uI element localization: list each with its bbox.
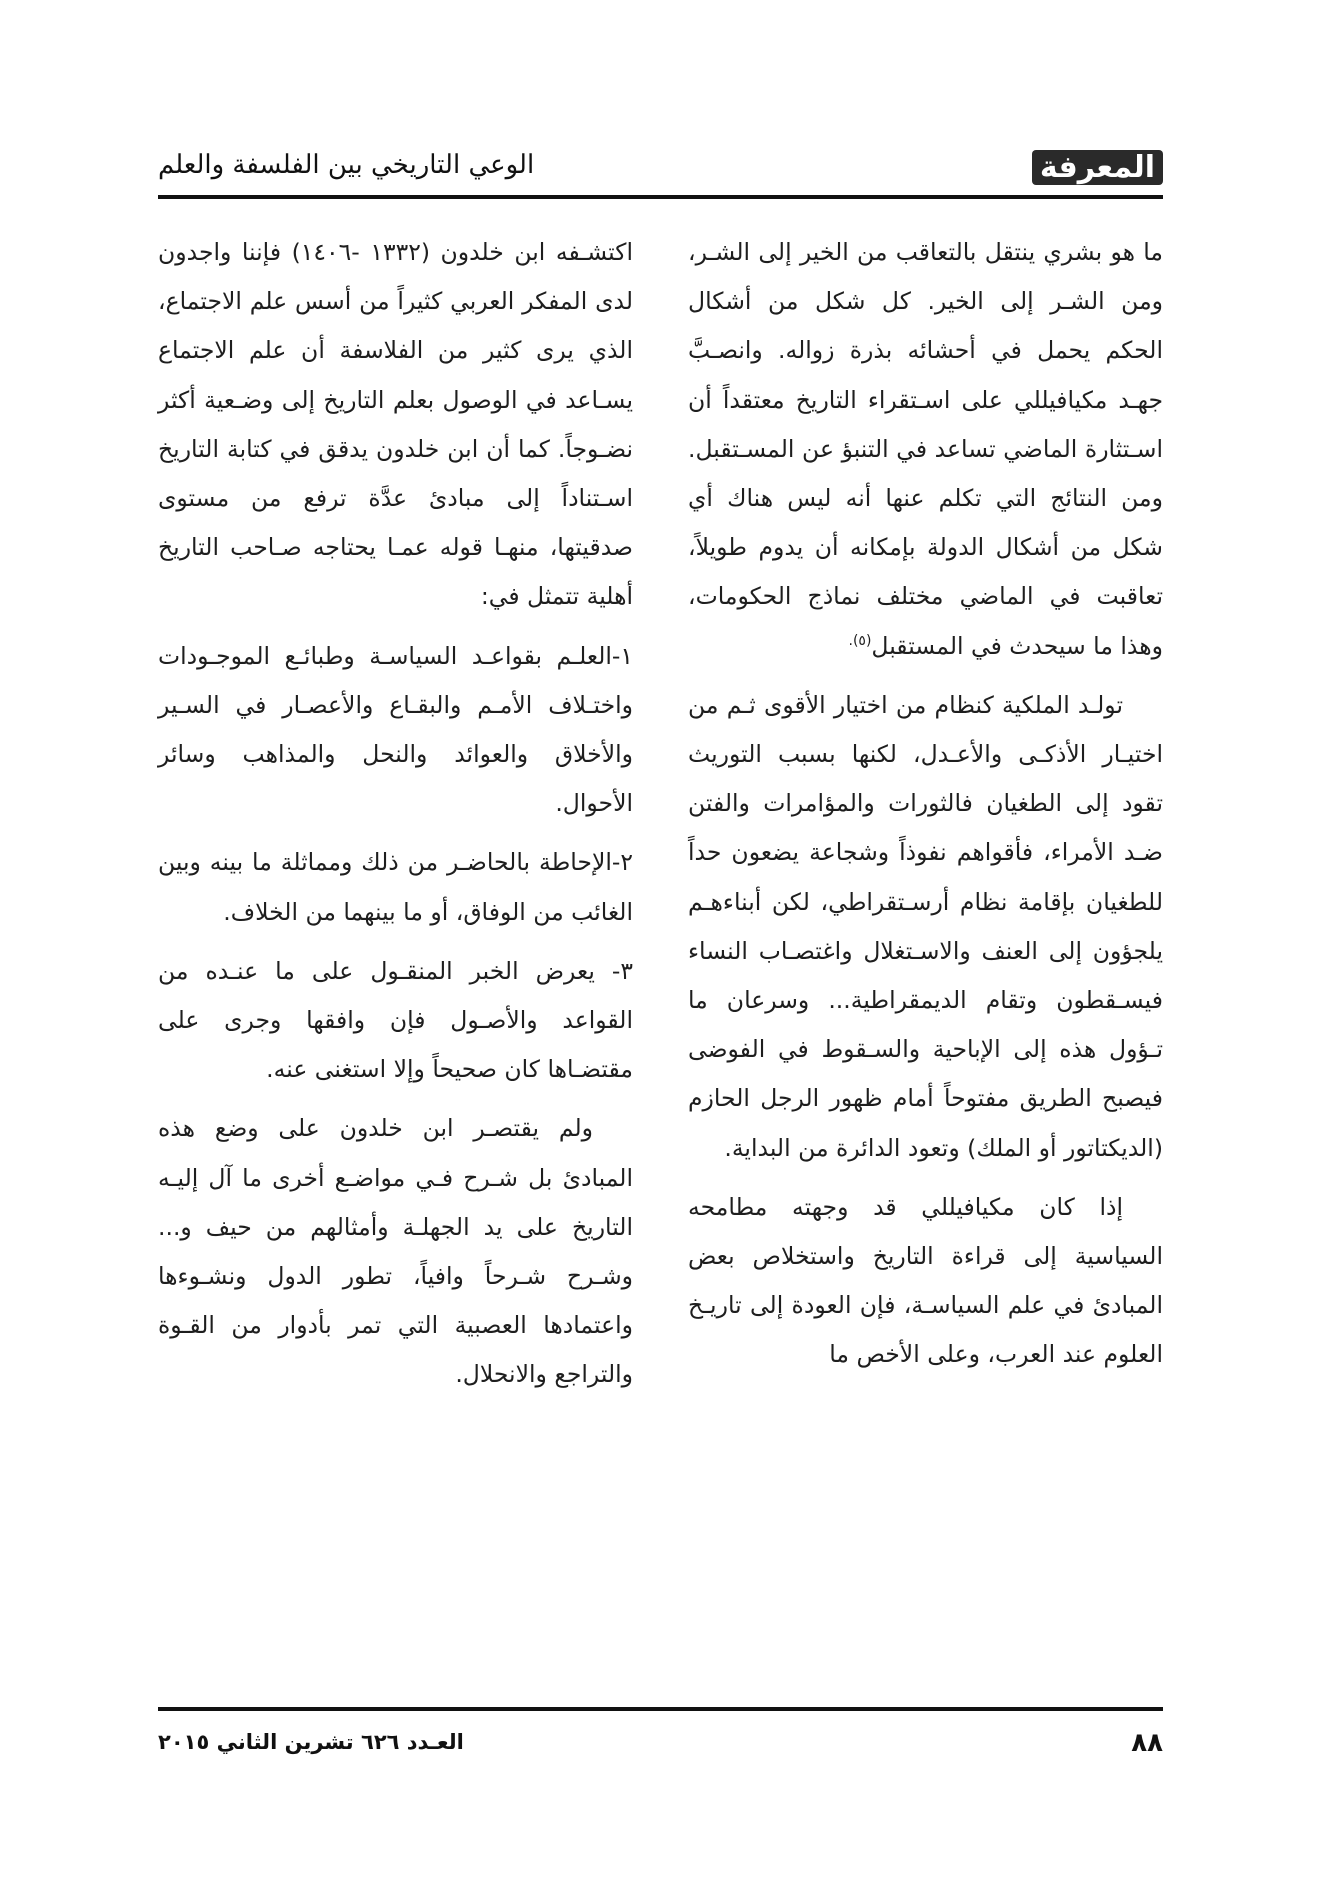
paragraph: اكتشـفه ابن خلدون (١٣٣٢ -١٤٠٦) فإننا واجدون لدى المفكر العربي كثيراً من أسس علم الاجتماع، الذي يرى كثير من الفلاسفة أن علم الاجتماع يسـاعد في الوصول بعلم التاريخ إلى وضـعية أكثر نضـوجاً. كما أن ابن خلدون يدقق في كتابة التاريخ اسـتناداً إلى مبادئ عدَّة ترفع من مستوى صدقيتها، منهـا قوله عمـا يحتاجه صـاحب التاريخ أهلية تتمثل في: <box>158 238 633 611</box>
paragraph: تولـد الملكية كنظام من اختيار الأقوى ثـم من اختيـار الأذكـى والأعـدل، لكنها بسبب التوريث تقود إلى الطغيان فالثورات والمؤامرات والفتن ضـد الأمراء، فأقواهم نفوذاً وشجاعة يضعون حداً للطغيان بإقامة نظام أرسـتقراطي، لكن أبناءهـم يلجؤون إلى العنف والاسـتغلال واغتصـاب النساء فيسـقطون وتقام الديمقراطية... وسرعان ما تـؤول هذه إلى الإباحية والسـقوط في الفوضى فيصبح الطريق مفتوحاً أمام ظهور الرجل الحازم (الديكتاتور أو الملك) وتعود الدائرة من البداية. <box>688 690 1163 1162</box>
paragraph-text: ما هو بشري ينتقل بالتعاقب من الخير إلى الشـر، ومن الشـر إلى الخير. كل شكل من أشكال الحكم يحمل في أحشائه بذرة زواله. وانصـبَّ جهـد مكيافيللي على اسـتقراء التاريخ معتقداً أن اسـتثارة الماضي تساعد في التنبؤ عن المسـتقبل. ومن النتائج التي تكلم عنها أنه ليس هناك أي شكل من أشكال الدولة بإمكانه أن يدوم طويلاً، تعاقبت في الماضي مختلف نماذج الحكومات، وهذا ما سيحدث في المستقبل <box>688 238 1163 660</box>
header-divider <box>158 195 1163 199</box>
footnote-reference: (٥). <box>848 632 872 649</box>
list-item: ١-العلـم بقواعـد السياسـة وطبائـع الموجـودات واختـلاف الأمـم والبقـاع والأعصـار في السـير والأخلاق والعوائد والنحل والمذاهب وسائر الأحوال. <box>158 641 633 818</box>
paragraph <box>688 228 1163 671</box>
logo-text: المعرفة <box>1032 150 1163 185</box>
page-header <box>158 148 1163 190</box>
footer-divider <box>158 1707 1163 1711</box>
page-footer <box>158 1728 1163 1768</box>
paragraph: إذا كان مكيافيللي قد وجهته مطامحه السياسية إلى قراءة التاريخ واستخلاص بعض المبادئ في علم السياسـة، فإن العودة إلى تاريـخ العلوم عند العرب، وعلى الأخص ما <box>688 1192 1163 1369</box>
paragraph: ولم يقتصـر ابن خلدون على وضع هذه المبادئ بل شـرح فـي مواضـع أخرى ما آل إليـه التاريخ على يد الجهلـة وأمثالهم من حيف و... وشـرح شـرحاً وافياً، تطور الدول ونشـوءها واعتمادها العصبية التي تمر بأدوار من القـوة والتراجع والانحلال. <box>158 1114 633 1389</box>
running-title: الوعي التاريخي بين الفلسفة والعلم <box>158 150 535 180</box>
left-column <box>158 228 633 1678</box>
magazine-logo <box>1032 150 1163 185</box>
page-number: ٨٨ <box>1131 1728 1163 1758</box>
list-item: ٣- يعرض الخبر المنقـول على ما عنـده من القواعد والأصـول فإن وافقها وجرى على مقتضـاها كان صحيحاً وإلا استغنى عنه. <box>158 956 633 1084</box>
list-item: ٢-الإحاطة بالحاضـر من ذلك ومماثلة ما بينه وبين الغائب من الوفاق، أو ما بينهما من الخلاف. <box>158 848 633 926</box>
right-column <box>688 228 1163 1678</box>
issue-info: العـدد ٦٢٦ تشرين الثاني ٢٠١٥ <box>158 1730 464 1754</box>
